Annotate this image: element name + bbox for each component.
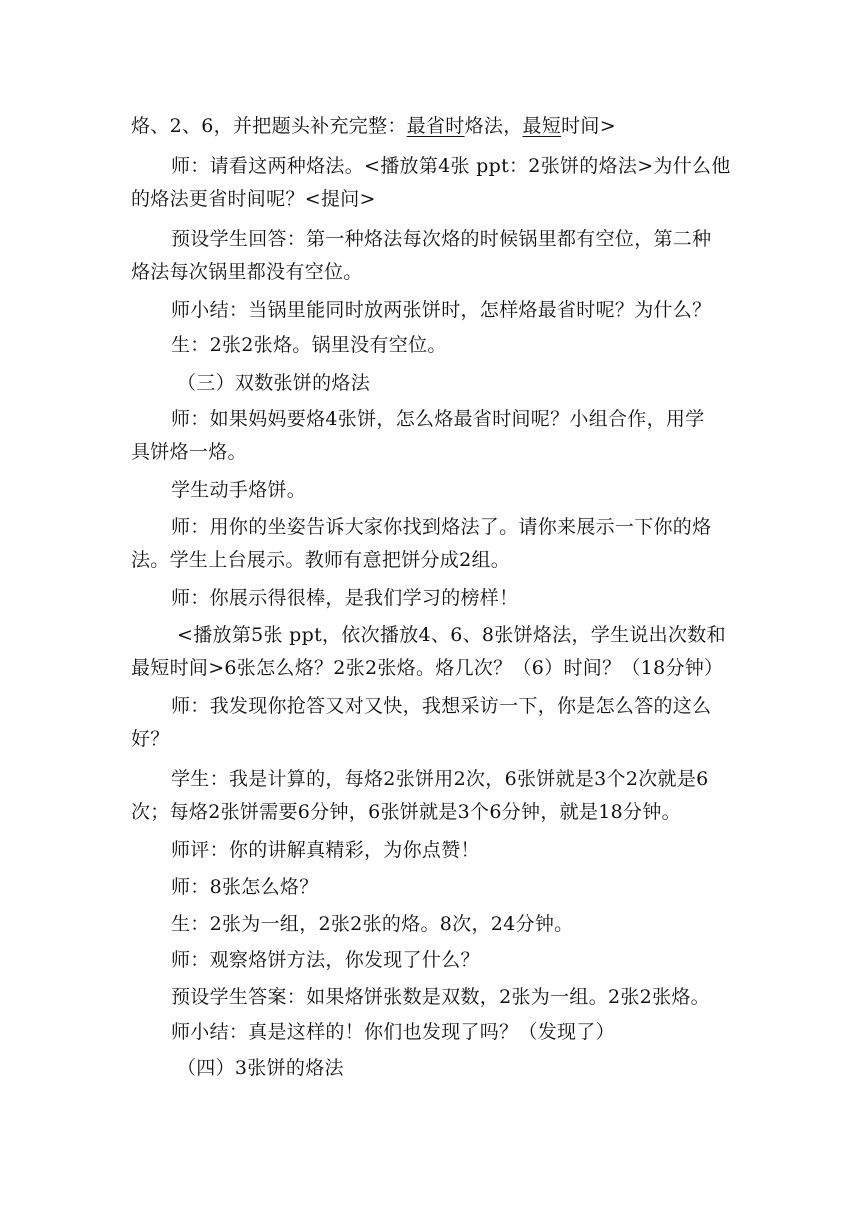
text-line-5: 烙法每次锅里都没有空位。	[131, 261, 363, 283]
text-line-15: <播放第5张 ppt，依次播放4、6、8张饼烙法，学生说出次数和	[177, 624, 726, 646]
text-line-24: 师：观察烙饼方法，你发现了什么？	[171, 949, 480, 971]
section-heading-4: （四）3张饼的烙法	[177, 1057, 344, 1079]
text-line-11: 学生动手烙饼。	[171, 479, 307, 501]
text-line-23: 生：2张为一组，2张2张的烙。8次，24分钟。	[171, 913, 574, 935]
text-line-13: 法。学生上台展示。教师有意把饼分成2组。	[131, 549, 511, 571]
underlined-text-most-time-saving: 最省时	[406, 115, 465, 137]
text-line-3: 的烙法更省时间呢？<提问>	[131, 188, 376, 210]
text-line-20: 次；每烙2张饼需要6分钟，6张饼就是3个6分钟，就是18分钟。	[131, 801, 681, 823]
text-line-7: 生：2张2张烙。锅里没有空位。	[171, 334, 447, 356]
text-line-26: 师小结：真是这样的！你们也发现了吗？（发现了）	[171, 1021, 615, 1043]
text-line-1	[131, 112, 731, 140]
text-line-4: 预设学生回答：第一种烙法每次烙的时候锅里都有空位，第二种	[171, 228, 712, 250]
text-line-12: 师：用你的坐姿告诉大家你找到烙法了。请你来展示一下你的烙	[171, 516, 712, 538]
section-heading-3: （三）双数张饼的烙法	[177, 372, 371, 394]
text-line-10: 具饼烙一烙。	[131, 441, 247, 463]
text-line-9: 师：如果妈妈要烙4张饼，怎么烙最省时间呢？小组合作，用学	[171, 408, 705, 430]
line-1-text-b: 烙法，	[464, 115, 523, 137]
text-line-14: 师：你展示得很棒，是我们学习的榜样！	[171, 587, 519, 609]
text-line-6: 师小结：当锅里能同时放两张饼时，怎样烙最省时呢？为什么？	[171, 299, 712, 321]
text-line-2: 师：请看这两种烙法。<播放第4张 ppt：2张饼的烙法>为什么他	[171, 155, 731, 177]
line-1-text-c: 时间>	[561, 115, 616, 137]
text-line-17: 师：我发现你抢答又对又快，我想采访一下，你是怎么答的这么	[171, 695, 712, 717]
text-line-19: 学生：我是计算的，每烙2张饼用2次，6张饼就是3个2次就是6	[171, 768, 709, 790]
text-line-21: 师评：你的讲解真精彩，为你点赞！	[171, 839, 480, 861]
text-line-22: 师：8张怎么烙？	[171, 876, 319, 898]
text-line-18: 好？	[131, 728, 170, 750]
text-line-16: 最短时间>6张怎么烙？2张2张烙。烙几次？（6）时间？（18分钟）	[131, 657, 724, 679]
underlined-text-shortest: 最短	[522, 115, 562, 137]
text-line-25: 预设学生答案：如果烙饼张数是双数，2张为一组。2张2张烙。	[171, 986, 710, 1008]
line-1-text-a: 烙、2、6，并把题头补充完整：	[131, 115, 407, 137]
